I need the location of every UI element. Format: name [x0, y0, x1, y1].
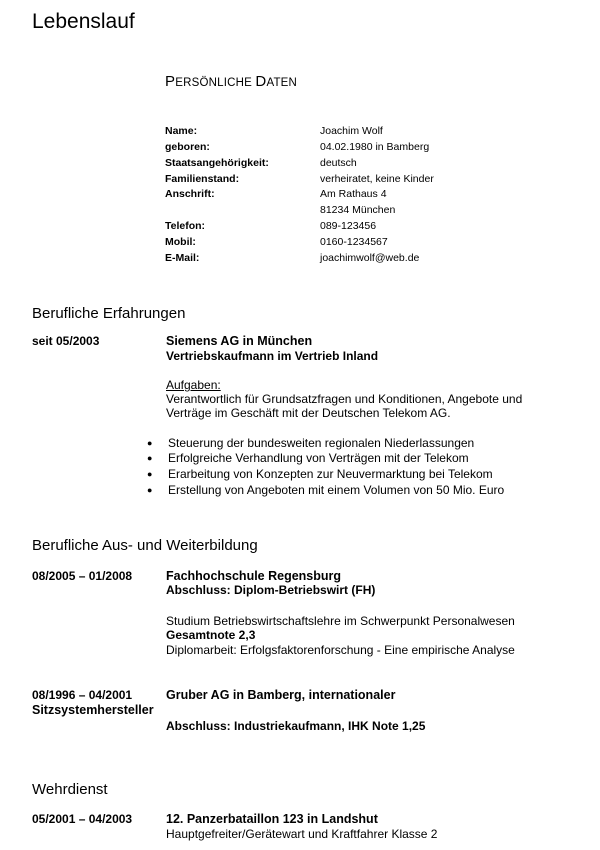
experience-bullet-2: Erfolgreiche Verhandlung von Verträgen mit der Telekom — [168, 451, 469, 465]
heading-initial-d: D — [255, 73, 267, 90]
experience-date: seit 05/2003 — [32, 334, 100, 348]
value-phone: 089-123456 — [320, 220, 377, 232]
label-marital-status: Familienstand: — [165, 173, 240, 185]
page-title: Lebenslauf — [32, 10, 135, 33]
bullet-dot: ● — [147, 469, 153, 479]
education-1-institution: Fachhochschule Regensburg — [166, 569, 342, 583]
label-born: geboren: — [165, 141, 210, 153]
experience-company: Siemens AG in München — [166, 334, 313, 348]
value-mobile: 0160-1234567 — [320, 236, 388, 248]
label-email: E-Mail: — [165, 252, 200, 264]
education-1-degree: Abschluss: Diplom-Betriebswirt (FH) — [166, 583, 376, 597]
experience-tasks-line-2: Verträge im Geschäft mit der Deutschen Telekom AG. — [166, 406, 451, 420]
education-1-study: Studium Betriebswirtschaftslehre im Schwerpunkt Personalwesen — [166, 614, 515, 628]
education-2-institution: Gruber AG in Bamberg, internationaler — [166, 688, 396, 702]
experience-tasks-label: Aufgaben: — [166, 378, 221, 392]
value-nationality: deutsch — [320, 157, 357, 169]
experience-tasks-line-1: Verantwortlich für Grundsatzfragen und Konditionen, Angebote und — [166, 392, 523, 406]
military-date: 05/2001 – 04/2003 — [32, 812, 133, 826]
section-heading-military: Wehrdienst — [32, 781, 108, 798]
label-nationality: Staatsangehörigkeit: — [165, 157, 269, 169]
bullet-dot: ● — [147, 485, 153, 495]
education-2-date: 08/1996 – 04/2001 — [32, 688, 133, 702]
experience-bullet-4: Erstellung von Angeboten mit einem Volumen von 50 Mio. Euro — [168, 483, 505, 497]
education-1-grade: Gesamtnote 2,3 — [166, 628, 256, 642]
label-address: Anschrift: — [165, 188, 215, 200]
section-heading-experience: Berufliche Erfahrungen — [32, 305, 186, 322]
label-mobile: Mobil: — [165, 236, 196, 248]
bullet-dot: ● — [147, 438, 153, 448]
label-phone: Telefon: — [165, 220, 206, 232]
heading-rest-1: ERSÖNLICHE — [175, 77, 256, 89]
value-marital-status: verheiratet, keine Kinder — [320, 173, 434, 185]
bullet-dot: ● — [147, 453, 153, 463]
education-1-date: 08/2005 – 01/2008 — [32, 569, 133, 583]
military-role: Hauptgefreiter/Gerätewart und Kraftfahrer Klasse 2 — [166, 827, 438, 841]
value-address-city: 81234 München — [320, 204, 396, 216]
value-address-street: Am Rathaus 4 — [320, 188, 387, 200]
military-unit: 12. Panzerbataillon 123 in Landshut — [166, 812, 378, 826]
value-born: 04.02.1980 in Bamberg — [320, 141, 430, 153]
education-2-degree: Abschluss: Industriekaufmann, IHK Note 1,25 — [166, 719, 426, 733]
experience-role: Vertriebskaufmann im Vertrieb Inland — [166, 349, 379, 363]
label-name: Name: — [165, 125, 198, 137]
personal-data-heading — [165, 73, 297, 92]
heading-rest-2: ATEN — [266, 77, 298, 89]
education-1-thesis: Diplomarbeit: Erfolgsfaktorenforschung - Eine empirische Analyse — [166, 643, 515, 657]
value-email: joachimwolf@web.de — [320, 252, 420, 264]
experience-bullet-1: Steuerung der bundesweiten regionalen Niederlassungen — [168, 436, 475, 450]
heading-initial-p: P — [165, 73, 176, 90]
education-2-institution-cont: Sitzsystemhersteller — [32, 703, 154, 717]
value-name: Joachim Wolf — [320, 125, 383, 137]
section-heading-education: Berufliche Aus- und Weiterbildung — [32, 537, 258, 554]
experience-bullet-3: Erarbeitung von Konzepten zur Neuvermarktung bei Telekom — [168, 467, 493, 481]
